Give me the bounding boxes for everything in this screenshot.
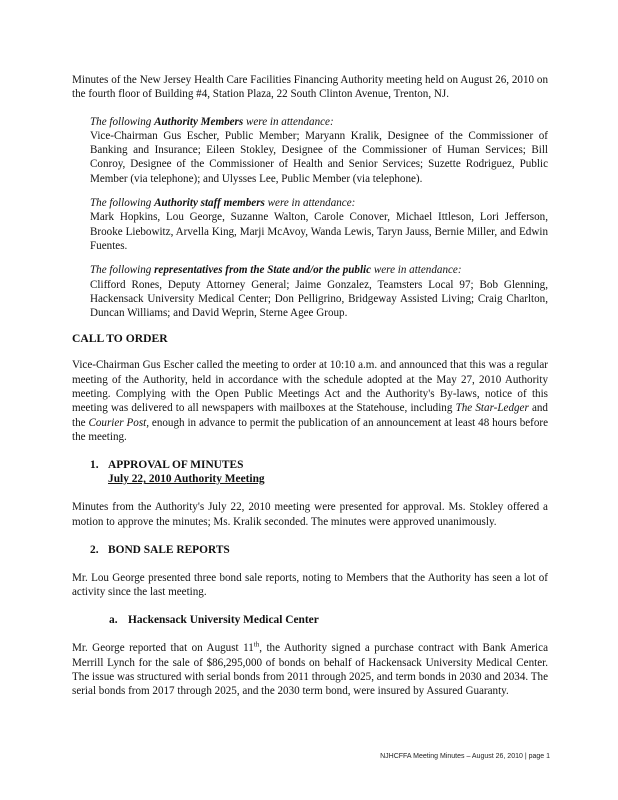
- public-lead: The following representatives from the State and/or the public were in attendance:: [90, 264, 462, 277]
- section-2-paragraph: Mr. Lou George presented three bond sale reports, noting to Members that the Authority has seen a lot of activity since the last meeting.: [72, 571, 548, 599]
- call-to-order-heading: CALL TO ORDER: [72, 332, 168, 346]
- section-1-number: 1.: [90, 459, 99, 472]
- staff-list: Mark Hopkins, Lou George, Suzanne Walton, Carole Conover, Michael Ittleson, Lori Jefferson, Brooke Liebowitz, Arvella King, Marji McAvoy, Wanda Lewis, Taryn Jauss, Bernie Miller, and Edwin Fuentes.: [90, 211, 548, 252]
- members-list: Vice-Chairman Gus Escher, Public Member; Maryann Kralik, Designee of the Commissioner of Banking and Insurance; Eileen Stokley, Designee of the Commissioner of Human Services; Bill Conroy, Designee of the Commissioner of Health and Senior Services; Suzette Rodriguez, Public Member (via telephone); and Ulysses Lee, Public Member (via telephone).: [90, 129, 548, 185]
- section-2-number: 2.: [90, 543, 99, 556]
- attendance-members: [72, 115, 548, 186]
- page-footer: NJHCFFA Meeting Minutes – August 26, 2010 | page 1: [380, 753, 550, 760]
- ordinal-suffix: th: [253, 640, 260, 649]
- attendance-staff: [72, 196, 548, 253]
- section-2a-paragraph: Mr. George reported that on August 11th, the Authority signed a purchase contract with Bank America Merrill Lynch for the sale of $86,295,000 of bonds on behalf of Hackensack University Medical Center. The issue was structured with serial bonds from 2011 through 2025, and term bonds in 2030 and 2034. The serial bonds from 2017 through 2025, and the 2030 term bond, were insured by Assured Guaranty.: [72, 640, 548, 698]
- section-1-title: APPROVAL OF MINUTES: [108, 459, 244, 472]
- public-list: Clifford Rones, Deputy Attorney General; Jaime Gonzalez, Teamsters Local 97; Bob Glenning, Hackensack University Medical Center; Don Pelligrino, Bridgeway Assisted Living; Craig Charlton, Duncan Williams; and David Weprin, Sterne Agee Group.: [90, 278, 548, 320]
- section-2a-heading: [72, 613, 548, 627]
- members-paragraph: [90, 115, 548, 186]
- section-2a-number: a.: [109, 614, 118, 627]
- intro-paragraph: Minutes of the New Jersey Health Care Facilities Financing Authority meeting held on August 26, 2010 on the fourth floor of Building #4, Station Plaza, 22 South Clinton Avenue, Trenton, NJ.: [72, 74, 548, 101]
- section-2a-title: Hackensack University Medical Center: [128, 614, 319, 627]
- section-1-paragraph: Minutes from the Authority's July 22, 2010 meeting were presented for approval. Ms. Stokley offered a motion to approve the minutes; Ms. Kralik seconded. The minutes were approved unanimously.: [72, 501, 548, 528]
- attendance-public: [72, 263, 548, 320]
- document-page: [72, 73, 548, 713]
- newspaper-courier-post: Courier Post,: [88, 416, 150, 429]
- members-lead: The following Authority Members were in attendance:: [90, 115, 334, 128]
- staff-paragraph: [90, 196, 548, 253]
- section-2-title: BOND SALE REPORTS: [108, 543, 230, 556]
- staff-lead: The following Authority staff members were in attendance:: [90, 197, 356, 210]
- newspaper-star-ledger: The Star-Ledger: [455, 402, 529, 415]
- section-1-subtitle: July 22, 2010 Authority Meeting: [108, 473, 265, 486]
- public-paragraph: [90, 263, 548, 320]
- section-2-heading: [72, 543, 548, 557]
- call-to-order-paragraph: Vice-Chairman Gus Escher called the meeting to order at 10:10 a.m. and announced that this was a regular meeting of the Authority, held in accordance with the schedule adopted at the May 27, 2010 Authority meeting. Complying with the Open Public Meetings Act and the Authority's By-laws, notice of this meeting was delivered to all newspapers with mailboxes at the Statehouse, including The Star-Ledger and the Courier Post, enough in advance to permit the publication of an announcement at least 48 hours before the meeting.: [72, 359, 549, 443]
- section-1-heading: [72, 458, 548, 486]
